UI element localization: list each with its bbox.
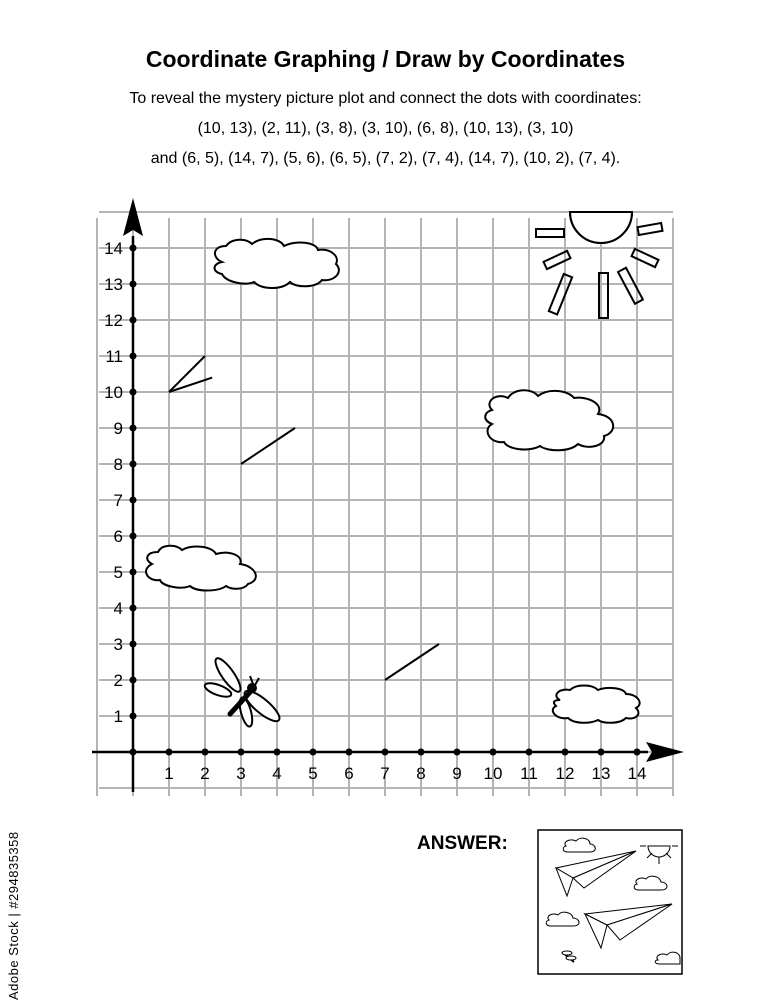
side-watermark: Adobe Stock | #294835358 — [6, 831, 21, 1000]
x-tick-label: 10 — [483, 764, 503, 783]
x-tick-dot — [166, 749, 173, 756]
connected-segment — [385, 644, 439, 680]
x-tick-dot — [490, 749, 497, 756]
y-tick-label: 9 — [113, 419, 123, 438]
coordinates-line-2: and (6, 5), (14, 7), (5, 6), (6, 5), (7, 2), (7, 4), (14, 7), (10, 2), (7, 4). — [150, 150, 621, 167]
y-tick-dot — [130, 245, 137, 252]
x-tick-label: 13 — [591, 764, 611, 783]
y-tick-dot — [130, 641, 137, 648]
x-tick-dot — [274, 749, 281, 756]
y-tick-dot — [130, 461, 137, 468]
answer-thumbnail — [538, 830, 682, 974]
cloud-icon — [146, 546, 256, 591]
x-tick-dot — [598, 749, 605, 756]
x-tick-label: 8 — [416, 764, 426, 783]
coordinates-line-1: (10, 13), (2, 11), (3, 8), (3, 10), (6, 8), (10, 13), (3, 10) — [197, 120, 574, 137]
y-tick-label: 4 — [113, 599, 123, 618]
y-tick-dot — [130, 677, 137, 684]
x-tick-dot — [418, 749, 425, 756]
page-title: Coordinate Graphing / Draw by Coordinates — [145, 46, 626, 72]
y-tick-dot — [130, 389, 137, 396]
y-tick-label: 5 — [113, 563, 123, 582]
y-tick-dot — [130, 317, 137, 324]
y-tick-dot — [130, 569, 137, 576]
x-tick-label: 12 — [555, 764, 575, 783]
y-tick-label: 10 — [104, 383, 123, 402]
x-tick-label: 1 — [164, 764, 174, 783]
cloud-icon — [553, 686, 640, 723]
y-tick-label: 12 — [104, 311, 123, 330]
x-tick-dot — [310, 749, 317, 756]
x-tick-label: 4 — [272, 764, 282, 783]
y-tick-dot — [130, 425, 137, 432]
y-tick-dot — [130, 605, 137, 612]
x-tick-label: 6 — [344, 764, 354, 783]
x-tick-label: 3 — [236, 764, 246, 783]
origin-dot — [130, 749, 137, 756]
x-tick-dot — [202, 749, 209, 756]
x-tick-label: 7 — [380, 764, 390, 783]
y-tick-dot — [130, 533, 137, 540]
sun-icon — [536, 212, 663, 318]
y-tick-dot — [130, 497, 137, 504]
cloud-icon — [485, 390, 613, 450]
x-tick-label: 2 — [200, 764, 210, 783]
x-tick-dot — [238, 749, 245, 756]
y-tick-label: 1 — [113, 707, 123, 726]
x-tick-dot — [346, 749, 353, 756]
instruction-text: To reveal the mystery picture plot and connect the dots with coordinates: — [129, 90, 642, 107]
x-tick-label: 9 — [452, 764, 462, 783]
y-tick-label: 3 — [113, 635, 123, 654]
y-tick-label: 6 — [113, 527, 123, 546]
y-tick-label: 14 — [104, 239, 123, 258]
y-tick-label: 8 — [113, 455, 123, 474]
x-tick-label: 5 — [308, 764, 318, 783]
y-tick-dot — [130, 353, 137, 360]
y-tick-label: 7 — [113, 491, 123, 510]
y-tick-dot — [130, 281, 137, 288]
x-tick-label: 14 — [627, 764, 647, 783]
x-tick-dot — [382, 749, 389, 756]
y-tick-label: 13 — [104, 275, 123, 294]
x-tick-dot — [634, 749, 641, 756]
cloud-icon — [215, 239, 339, 288]
x-tick-dot — [562, 749, 569, 756]
y-tick-dot — [130, 713, 137, 720]
x-tick-dot — [526, 749, 533, 756]
y-tick-label: 2 — [113, 671, 123, 690]
drawn-segments — [169, 356, 439, 680]
x-tick-label: 11 — [520, 764, 538, 783]
answer-label: ANSWER: — [417, 833, 508, 854]
y-tick-label: 11 — [105, 347, 123, 366]
x-tick-dot — [454, 749, 461, 756]
connected-segment — [241, 428, 295, 464]
